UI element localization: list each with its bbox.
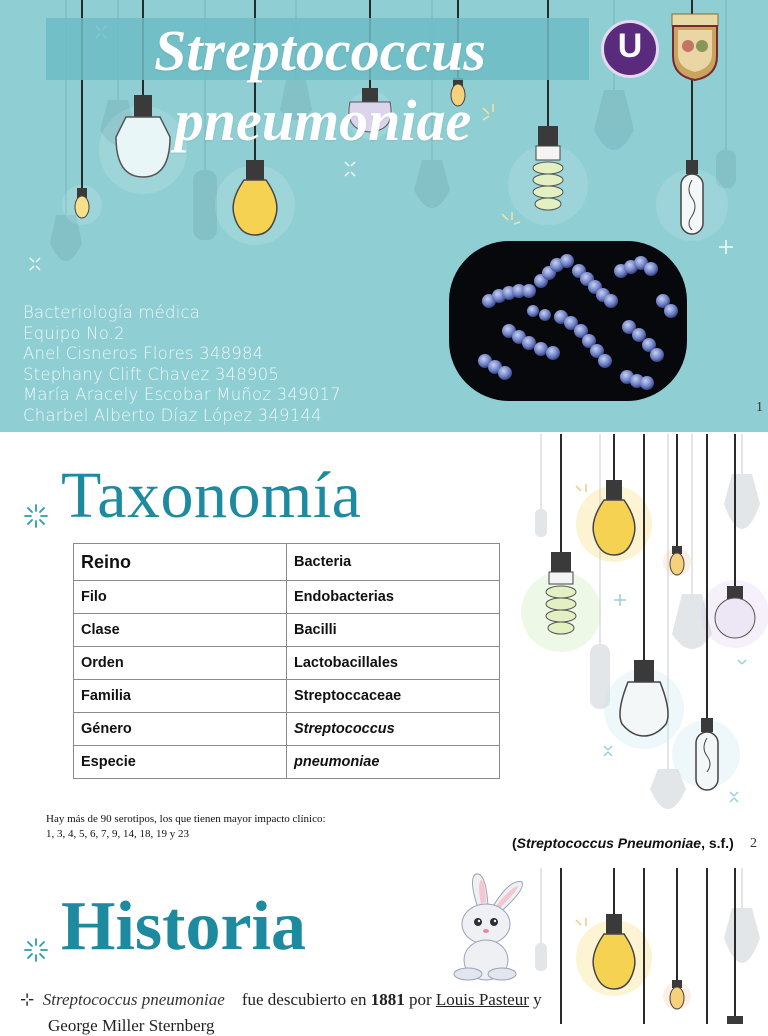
sparkle-icon bbox=[22, 936, 50, 964]
history-bullet bbox=[20, 990, 542, 1010]
bullet-link[interactable]: Louis Pasteur bbox=[435, 990, 529, 1009]
value-cell: Endobacterias bbox=[287, 581, 500, 614]
team-info bbox=[23, 303, 341, 426]
rank-cell: Orden bbox=[74, 647, 287, 680]
university-logo bbox=[601, 20, 659, 78]
bunny-illustration bbox=[438, 868, 534, 984]
title-slide bbox=[0, 0, 768, 432]
table-row bbox=[74, 680, 500, 713]
table-row bbox=[74, 647, 500, 680]
page-number: 1 bbox=[756, 400, 763, 415]
presentation-title bbox=[0, 16, 640, 156]
team-member: Anel Cisneros Flores 348984 bbox=[23, 344, 264, 363]
university-logo-letter: U bbox=[617, 27, 643, 65]
sparkle-icon bbox=[22, 502, 50, 530]
slide-heading: Historia bbox=[61, 888, 306, 965]
rank-cell: Filo bbox=[74, 581, 287, 614]
bullet-text: fue descubierto en bbox=[237, 990, 371, 1009]
team-member: Charbel Alberto Díaz López 349144 bbox=[23, 405, 322, 425]
value-cell: Streptoccaceae bbox=[287, 680, 500, 713]
team-member: Stephany Clift Chavez 348905 bbox=[23, 364, 280, 384]
history-bullet-continuation: George Miller Sternberg bbox=[48, 1016, 215, 1035]
bullet-text: y bbox=[528, 990, 542, 1009]
faculty-crest-logo bbox=[670, 14, 720, 80]
team-member: María Aracely Escobar Muñoz 349017 bbox=[23, 385, 341, 404]
table-row bbox=[74, 746, 500, 779]
bullet-year: 1881 bbox=[370, 990, 405, 1009]
rank-cell: Familia bbox=[74, 680, 287, 713]
table-row bbox=[74, 544, 500, 581]
history-slide bbox=[0, 868, 768, 1035]
citation-text: (Streptococcus Pneumoniae, s.f.) bbox=[512, 835, 734, 851]
page-number: 2 bbox=[750, 836, 757, 851]
note-line: 1, 3, 4, 5, 6, 7, 9, 14, 18, 19 y 23 bbox=[46, 828, 189, 840]
team-number: Equipo No.2 bbox=[23, 323, 125, 343]
bullet-marker: ⊹ bbox=[20, 990, 35, 1009]
bullet-text: por bbox=[404, 990, 436, 1009]
value-cell: pneumoniae bbox=[287, 746, 500, 779]
table-row bbox=[74, 713, 500, 746]
title-line-1: Streptococcus bbox=[154, 18, 486, 83]
bacteria-micrograph-image bbox=[449, 241, 687, 401]
rank-cell: Género bbox=[74, 713, 287, 746]
rank-cell: Especie bbox=[74, 746, 287, 779]
note-line: Hay más de 90 serotipos, los que tienen mayor impacto clínico: bbox=[46, 813, 326, 825]
value-cell: Streptococcus bbox=[287, 713, 500, 746]
table-row bbox=[74, 614, 500, 647]
taxonomy-slide bbox=[0, 434, 768, 866]
rank-cell: Reino bbox=[74, 544, 287, 581]
serotype-note bbox=[46, 812, 326, 842]
table-row bbox=[74, 581, 500, 614]
course-name: Bacteriología médica bbox=[23, 303, 201, 322]
citation bbox=[512, 834, 742, 852]
value-cell: Bacteria bbox=[287, 544, 500, 581]
rank-cell: Clase bbox=[74, 614, 287, 647]
value-cell: Lactobacillales bbox=[287, 647, 500, 680]
bullet-species: Streptococcus pneumoniae bbox=[42, 990, 225, 1009]
slide-heading: Taxonomía bbox=[61, 459, 362, 532]
title-line-2: pneumoniae bbox=[174, 88, 472, 153]
taxonomy-table bbox=[73, 543, 500, 779]
value-cell: Bacilli bbox=[287, 614, 500, 647]
